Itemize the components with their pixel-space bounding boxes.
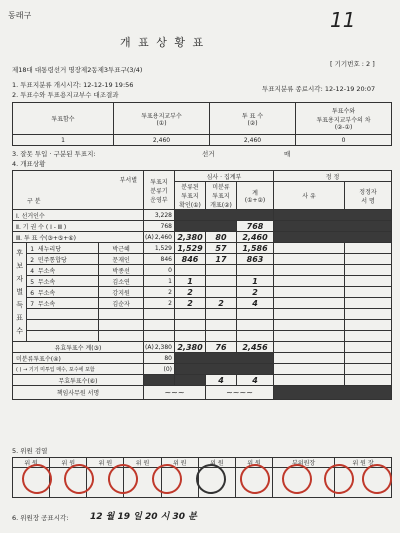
ballot-box-count-header: 투표함수: [13, 103, 114, 135]
candidate-party: 새누리당: [37, 245, 62, 253]
votes-label: Ⅲ. 투 표 수(③+⑤+⑥): [13, 232, 144, 243]
section3-heading: 3. 잘못 투입 · 구분된 투표지:: [12, 150, 96, 158]
sort-start-time: 1. 투표지분류 개시시각: 12-12-19 19:56: [12, 81, 134, 89]
candidate-party: 민주통합당: [37, 256, 67, 264]
candidate-row: 6 무소속 강지원 2 2 2: [13, 287, 392, 298]
issued-ballots-value: 2,460: [114, 135, 210, 146]
candidate-name: 김소연: [99, 276, 144, 287]
district-label: 동래구: [8, 11, 32, 20]
note-label: ( ) → 기기 미투입 매수, 포수에 포함: [13, 364, 144, 375]
candidate-row: 후 보 자 별 득 표 수 1 새누리당 박근혜 1,529 1,529 57 1,586: [13, 243, 392, 254]
unclassified-label: 미분류투표수(④): [13, 353, 144, 364]
section5-heading: 5. 위원 검열: [12, 447, 48, 455]
signature-row: [13, 386, 392, 400]
votes-row: [13, 232, 392, 243]
votes-unsorted-hand: 80: [215, 232, 227, 242]
electors-value: 3,228: [144, 210, 175, 221]
candidate-party: 무소속: [37, 289, 56, 297]
candidate-name: 강지원: [99, 287, 144, 298]
sort-end-time: 투표지분류 종료시각: 12-12-19 20:07: [262, 85, 376, 93]
page-title: 개 표 상 황 표: [120, 36, 206, 49]
page-number-handwritten: 11: [330, 8, 356, 32]
member-signature-table: 위 원 위 원 위 원 위 원 위 원 위 원 위 원 부위원장 위 원 장: [12, 457, 392, 498]
note-row: [13, 364, 392, 375]
candidate-party: 무소속: [37, 278, 56, 286]
correction-header: 정 정: [274, 171, 392, 182]
issued-ballots-header: 투표용지교부수 (①): [114, 103, 210, 135]
review-header: 심사 · 집계부: [175, 171, 274, 182]
valid-votes-label: 유효투표수 계(③): [13, 342, 144, 353]
candidate-value: 2: [144, 298, 175, 309]
section3-election: 선거: [202, 150, 215, 158]
count-status-table: [12, 170, 392, 400]
electors-label: Ⅰ. 선거인수: [13, 210, 144, 221]
candidate-name: 문재인: [99, 254, 144, 265]
abstentions-row: [13, 221, 392, 232]
unclassified-value: 80: [144, 353, 175, 364]
unclassified-row: [13, 353, 392, 364]
sum-header: 계 (①+②): [237, 182, 274, 210]
votes-header: 투 표 수 (②): [210, 103, 296, 135]
invalid-votes-row: 무효투표수(⑥) 4 4: [13, 375, 392, 386]
candidate-value: 1: [144, 276, 175, 287]
candidate-row: 2 민주통합당 문재인 846 846 17 863: [13, 254, 392, 265]
section2-heading: 2. 투표수와 투표용지교부수 대조결과: [12, 91, 119, 99]
candidate-value: 1,529: [144, 243, 175, 254]
candidate-name: 박종선: [99, 265, 144, 276]
valid-votes-value: (A) 2,380: [144, 342, 175, 353]
note-value: (0): [144, 364, 175, 375]
reason-header: 사 유: [274, 182, 345, 210]
signature-label: 책임사무원 서명: [13, 386, 144, 400]
election-name: 제18대 대통령선거 명장제2동제3투표구(3/4): [12, 66, 143, 74]
candidate-value: 846: [144, 254, 175, 265]
candidate-party: 무소속: [37, 300, 56, 308]
sorted-header: 분류된 투표지 확인(①): [175, 182, 206, 210]
candidate-party: 무소속: [37, 267, 56, 275]
votes-sum-hand: 2,460: [242, 232, 268, 242]
category-header: 부서별 구 분: [13, 171, 144, 210]
electors-row: [13, 210, 392, 221]
candidate-row: 4 무소속 박종선 0: [13, 265, 392, 276]
signature-scribble-2: ~~~~: [226, 388, 253, 397]
section4-heading: 4. 개표상황: [12, 160, 46, 168]
ballot-box-count-value: 1: [13, 135, 114, 146]
difference-value: 0: [296, 135, 392, 146]
comparison-table: [12, 102, 392, 146]
corrector-header: 정정자 서 명: [345, 182, 392, 210]
candidate-name: 박근혜: [99, 243, 144, 254]
sorter-header: 투표지 분류기 운영부: [144, 171, 175, 210]
candidate-side-label: 후 보 자 별 득 표 수: [13, 243, 27, 342]
signature-scribble-1: ~~~: [164, 388, 185, 397]
votes-value: (A) 2,460: [144, 232, 175, 243]
invalid-votes-label: 무효투표수(⑥): [13, 375, 144, 386]
votes-sorted-hand: 2,380: [177, 232, 203, 242]
section3-unit: 매: [284, 150, 291, 158]
votes-value: 2,460: [210, 135, 296, 146]
candidate-name: 김순자: [99, 298, 144, 309]
abstentions-label: Ⅱ. 기 권 수 ( Ⅰ - Ⅲ ): [13, 221, 144, 232]
difference-header: 투표수와 투표용지교부수의 차 (②-①): [296, 103, 392, 135]
abstentions-hand: 768: [246, 221, 264, 231]
section6-heading: 6. 위원장 공표시각:: [12, 514, 69, 522]
candidate-row: 5 무소속 김소연 1 1 1: [13, 276, 392, 287]
announce-time-handwritten: 12 월 19 일 20 시 30 분: [90, 512, 197, 522]
valid-votes-row: 유효투표수 계(③) (A) 2,380 2,380 76 2,456: [13, 342, 392, 353]
candidate-value: 0: [144, 265, 175, 276]
form-number: [ 기기번호 : 2 ]: [330, 60, 375, 68]
candidate-value: 2: [144, 287, 175, 298]
abstentions-value: 768: [144, 221, 175, 232]
unsorted-header: 미분류 투표지 개표(②): [206, 182, 237, 210]
candidate-row: 7 무소속 김순자 2 2 2 4: [13, 298, 392, 309]
